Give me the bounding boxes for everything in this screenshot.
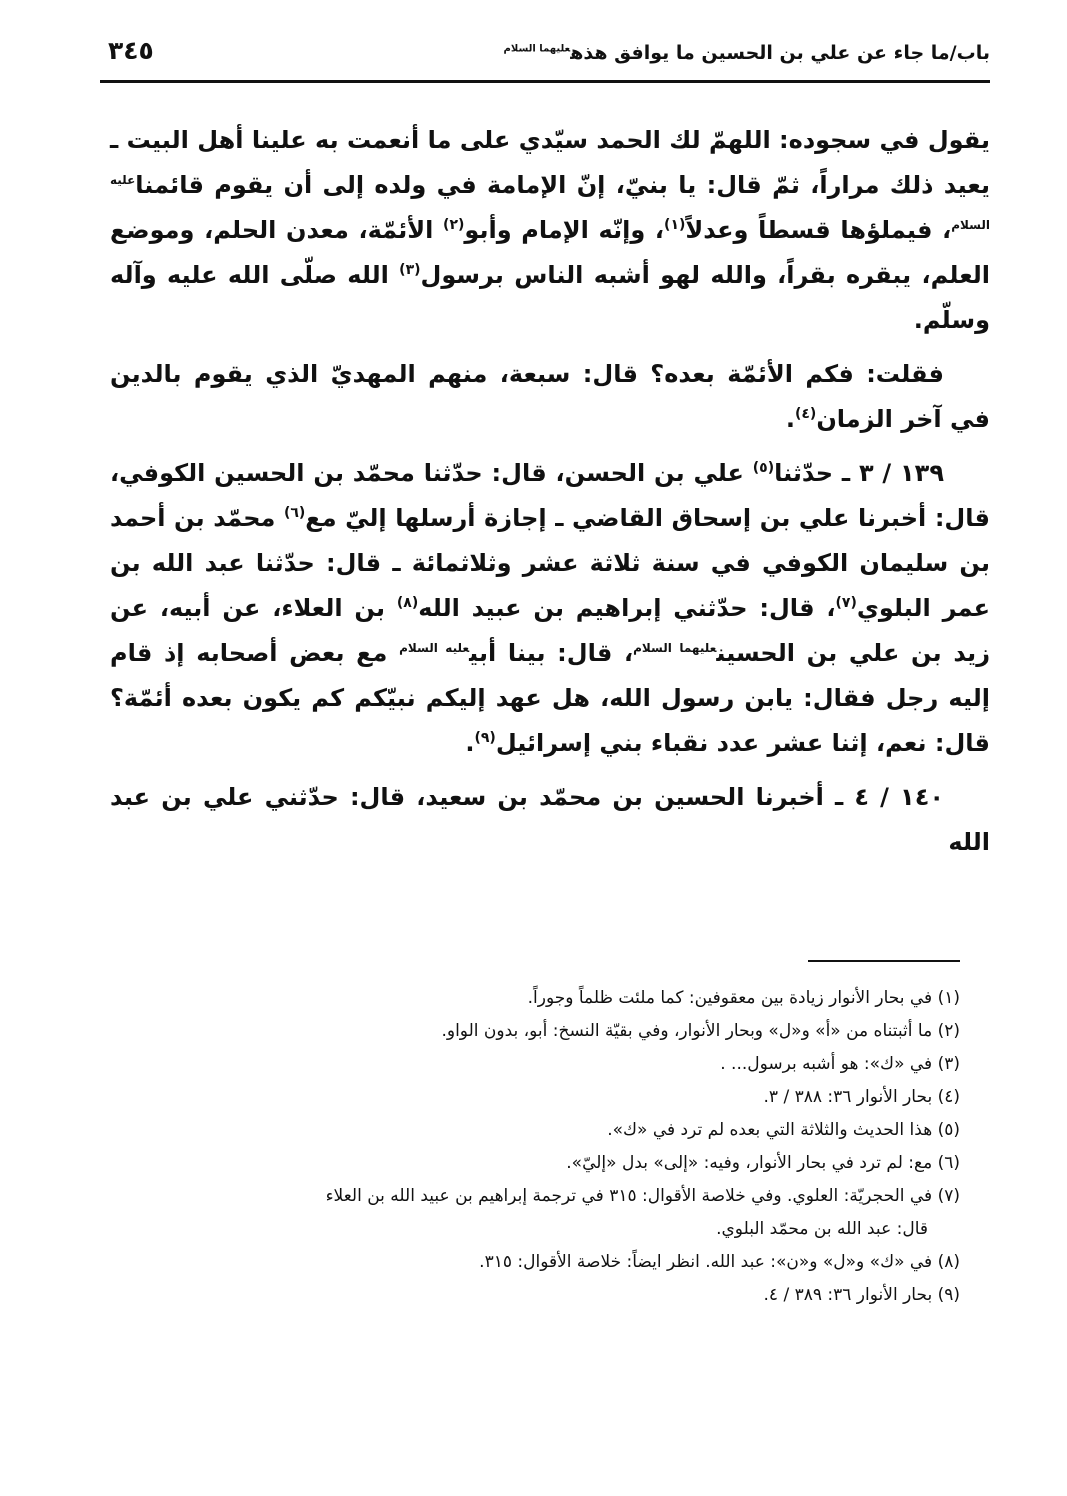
header-rule: [100, 80, 990, 83]
footnote-ref: (٦): [283, 505, 306, 521]
honorific-mark: عليه السلام: [110, 173, 990, 232]
footnote-ref: (٩): [474, 730, 496, 746]
footnote-1: (١) في بحار الأنوار زيادة بين معقوفين: كما ملئت ظلماً وجوراً.: [527, 988, 960, 1008]
footnotes: [110, 982, 960, 1312]
footnote-7: (٧) في الحجريّة: العلوي. وفي خلاصة الأقوال: ٣١٥ في ترجمة إبراهيم بن عبيد الله بن العلاء: [325, 1186, 960, 1206]
paragraph-2: فقلت: فكم الأئمّة بعده؟ قال: سبعة، منهم المهديّ الذي يقوم بالدين في آخر الزمان$^{(٤)}$.: [110, 360, 990, 433]
footnote-ref: (٧): [835, 595, 857, 611]
footnote-ref: (٢): [443, 217, 465, 233]
footnote-ref: (٣): [399, 262, 421, 278]
footnote-2: (٢) ما أثبتناه من «أ» و«ل» وبحار الأنوار، وفي بقيّة النسخ: أبو، بدون الواو.: [441, 1021, 960, 1041]
footnote-ref: (١): [664, 217, 686, 233]
footnote-5: (٥) هذا الحديث والثلاثة التي بعده لم ترد في «ك».: [607, 1120, 960, 1140]
main-text: [110, 118, 990, 874]
footnote-6: (٦) مع: لم ترد في بحار الأنوار، وفيه: «إلى» بدل «إليّ».: [566, 1153, 960, 1173]
footnote-ref: (٥): [752, 460, 775, 476]
footnote-4: (٤) بحار الأنوار ٣٦: ٣٨٨ / ٣.: [763, 1087, 960, 1107]
footnote-7-continued: قال: عبد الله بن محمّد البلوي.: [716, 1219, 928, 1239]
footnote-9: (٩) بحار الأنوار ٣٦: ٣٨٩ / ٤.: [763, 1285, 960, 1305]
paragraph-1: يقول في سجوده: اللهمّ لك الحمد سيّدي على ما أنعمت به علينا أهل البيت ـ يعيد ذلك مراراً، ثمّ قال: يا بنيّ، إنّ الإمامة في ولده إلى أن يقوم قائمنا$^{عليه السلام}$، فيملؤها قسطاً وعدلاً$^{(١)}$، وإنّه الإمام وأبو$^{(٢)}$ الأئمّة، معدن الحلم، وموضع العلم، يبقره بقراً، والله لهو أشبه الناس برسول$^{(٣)}$ الله صلّى الله عليه وآله وسلّم.: [110, 126, 990, 334]
footnote-rule: [808, 960, 960, 962]
running-title: باب/ما جاء عن علي بن الحسين ما يوافق هذه$^{عليهما السلام}$: [503, 42, 990, 64]
honorific-mark: عليهما السلام: [503, 43, 571, 55]
honorific-mark: عليهما السلام: [633, 641, 717, 655]
footnote-ref: (٤): [794, 406, 817, 422]
footnote-ref: (٨): [396, 595, 419, 611]
footnote-8: (٨) في «ك» و«ل» و«ن»: عبد الله. انظر ايضاً: خلاصة الأقوال: ٣١٥.: [479, 1252, 960, 1272]
page-header: [100, 36, 990, 76]
paragraph-3: ١٣٩ / ٣ ـ حدّثنا$^{(٥)}$ علي بن الحسن، قال: حدّثنا محمّد بن الحسين الكوفي، قال: أخبرنا علي بن إسحاق القاضي ـ إجازة أرسلها إليّ مع$^{(٦)}$ محمّد بن أحمد بن سليمان الكوفي في سنة ثلاثة عشر وثلاثمائة ـ قال: حدّثنا عبد الله بن عمر البلوي$^{(٧)}$، قال: حدّثني إبراهيم بن عبيد الله$^{(٨)}$ بن العلاء، عن أبيه، عن زيد بن علي بن الحسين$^{عليهما السلام}$، قال: بينا أبي$^{عليه السلام}$ مع بعض أصحابه إذ قام إليه رجل فقال: يابن رسول الله، هل عهد إليكم نبيّكم كم يكون بعده أئمّة؟ قال: نعم، إثنا عشر عدد نقباء بني إسرائيل$^{(٩)}$.: [110, 459, 991, 757]
page-number: ٣٤٥: [108, 36, 154, 65]
paragraph-4: ١٤٠ / ٤ ـ أخبرنا الحسين بن محمّد بن سعيد، قال: حدّثني علي بن عبد الله: [110, 783, 990, 856]
honorific-mark: عليه السلام: [399, 641, 470, 655]
footnote-3: (٣) في «ك»: هو أشبه برسول... .: [720, 1054, 960, 1074]
